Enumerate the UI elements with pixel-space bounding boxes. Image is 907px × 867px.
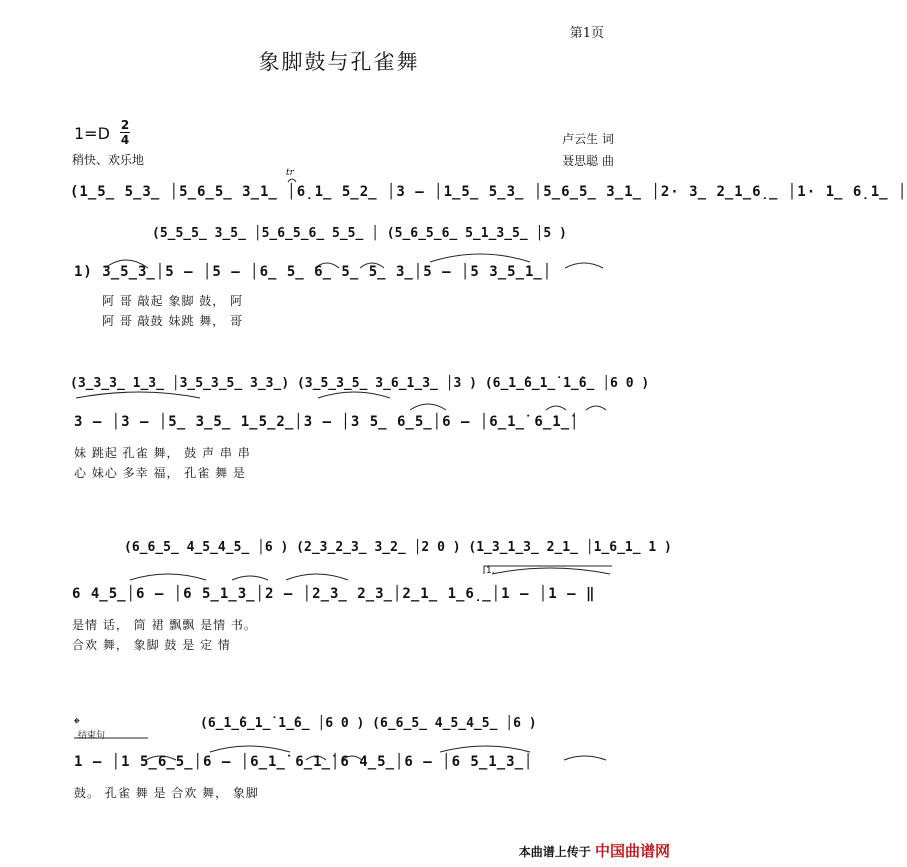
score-row-5-instrumental: (6̲1̲̇6̲1̲̇ 1̲̇6̲ │6 0 ) (6̲6̲5̲ 4̲5̲4̲5̲ │6 ) — [200, 716, 537, 731]
key-signature: 1=D — [74, 124, 110, 143]
footer-prefix: 本曲谱上传于 — [518, 845, 591, 859]
score-row-2-lyric-2: 阿 哥 敲鼓 妹跳 舞， 哥 — [102, 314, 244, 328]
score-row-5-lyric-1: 鼓。 孔雀 舞 是 合欢 舞， 象脚 — [74, 786, 259, 800]
score-row-3-lyric-1: 妹 跳起 孔雀 舞， 鼓 声 串 串 — [74, 446, 251, 460]
score-row-4-lyric-2: 合欢 舞， 象脚 鼓 是 定 情 — [72, 638, 231, 652]
site-logo[interactable]: 中国曲谱网 — [594, 842, 670, 860]
coda-label: 结束句 — [78, 731, 106, 741]
score-row-2-lyric-1: 阿 哥 敲起 象脚 鼓， 阿 — [102, 294, 244, 308]
lyricist: 卢云生 词 — [562, 132, 614, 146]
score-row-2-instrumental: (5̲5̲5̲ 3̲5̲ │5̲6̲5̲6̲ 5̲5̲ │ (5̲6̲5̲6̲ 5̲1̲3̲5̲ │5 ) — [152, 226, 567, 241]
song-title: 象脚鼓与孔雀舞 — [258, 50, 420, 74]
footer-upload-note — [519, 840, 670, 861]
score-row-3-instrumental: (3̲3̲3̲ 1̲3̲ │3̲5̲3̲5̲ 3̲3̲) (3̲5̲3̲5̲ 3̲6̲1̲3̲ │3 ) (6̲1̲̇6̲1̲̇ 1̲̇6̲ │6 0 ) — [70, 376, 650, 391]
trill-mark: tr — [286, 168, 294, 178]
score-row-3-notes: 3 – │3 – │5̲ 3̲5̲ 1̲5̲2̲│3 – │3 5̲ 6̲5̲│6 – │6̲1̲̇ 6̲1̲̇│ — [74, 414, 580, 430]
composer: 聂思聪 曲 — [562, 154, 614, 168]
score-row-3-lyric-2: 心 妹心 多幸 福， 孔雀 舞 是 — [74, 466, 246, 480]
time-signature-top: 2 — [120, 118, 130, 132]
score-row-5-notes: 1 – │1 5̲6̲5̲│6 – │6̲1̲̇ 6̲1̲̇│6 4̲5̲│6 – │6 5̲1̲3̲│ — [74, 754, 534, 770]
coda-sign-icon: 𝄌 — [74, 714, 80, 733]
score-row-4-lyric-1: 是情 话， 筒 裙 飘飘 是情 书。 — [72, 618, 257, 632]
score-row-4-notes: 6 4̲5̲│6 – │6 5̲1̲3̲│2 – │2̲3̲ 2̲3̲│2̲1̲ 1̲6̣̲│1 – │1 – ‖ — [72, 586, 596, 602]
tempo-marking: 稍快、欢乐地 — [72, 153, 145, 167]
ending-mark: 1. — [486, 566, 495, 576]
score-row-2-notes: 1) 3̲5̲3̲│5 – │5 – │6̲ 5̲ 6̲ 5̲ 5̲ 3̲│5 – │5 3̲5̲1̲│ — [74, 264, 553, 280]
page-number: 第1页 — [569, 26, 604, 41]
score-row-1-notes: (1̲5̲ 5̲3̲ │5̲6̲5̲ 3̲1̲ │6̣1̲ 5̲2̲ │3 – │1̲5̲ 5̲3̲ │5̲6̲5̲ 3̲1̲ │2· 3̲ 2̲1̲6̣̲ │1· 1̲ 6̣1̲ │ — [70, 184, 907, 200]
time-signature-bottom: 4 — [120, 133, 130, 147]
score-row-4-instrumental: (6̲6̲5̲ 4̲5̲4̲5̲ │6 ) (2̲3̲2̲3̲ 3̲2̲ │2 0 ) (1̲3̲1̲3̲ 2̲1̲ │1̲6̲1̲ 1 ) — [124, 540, 672, 555]
